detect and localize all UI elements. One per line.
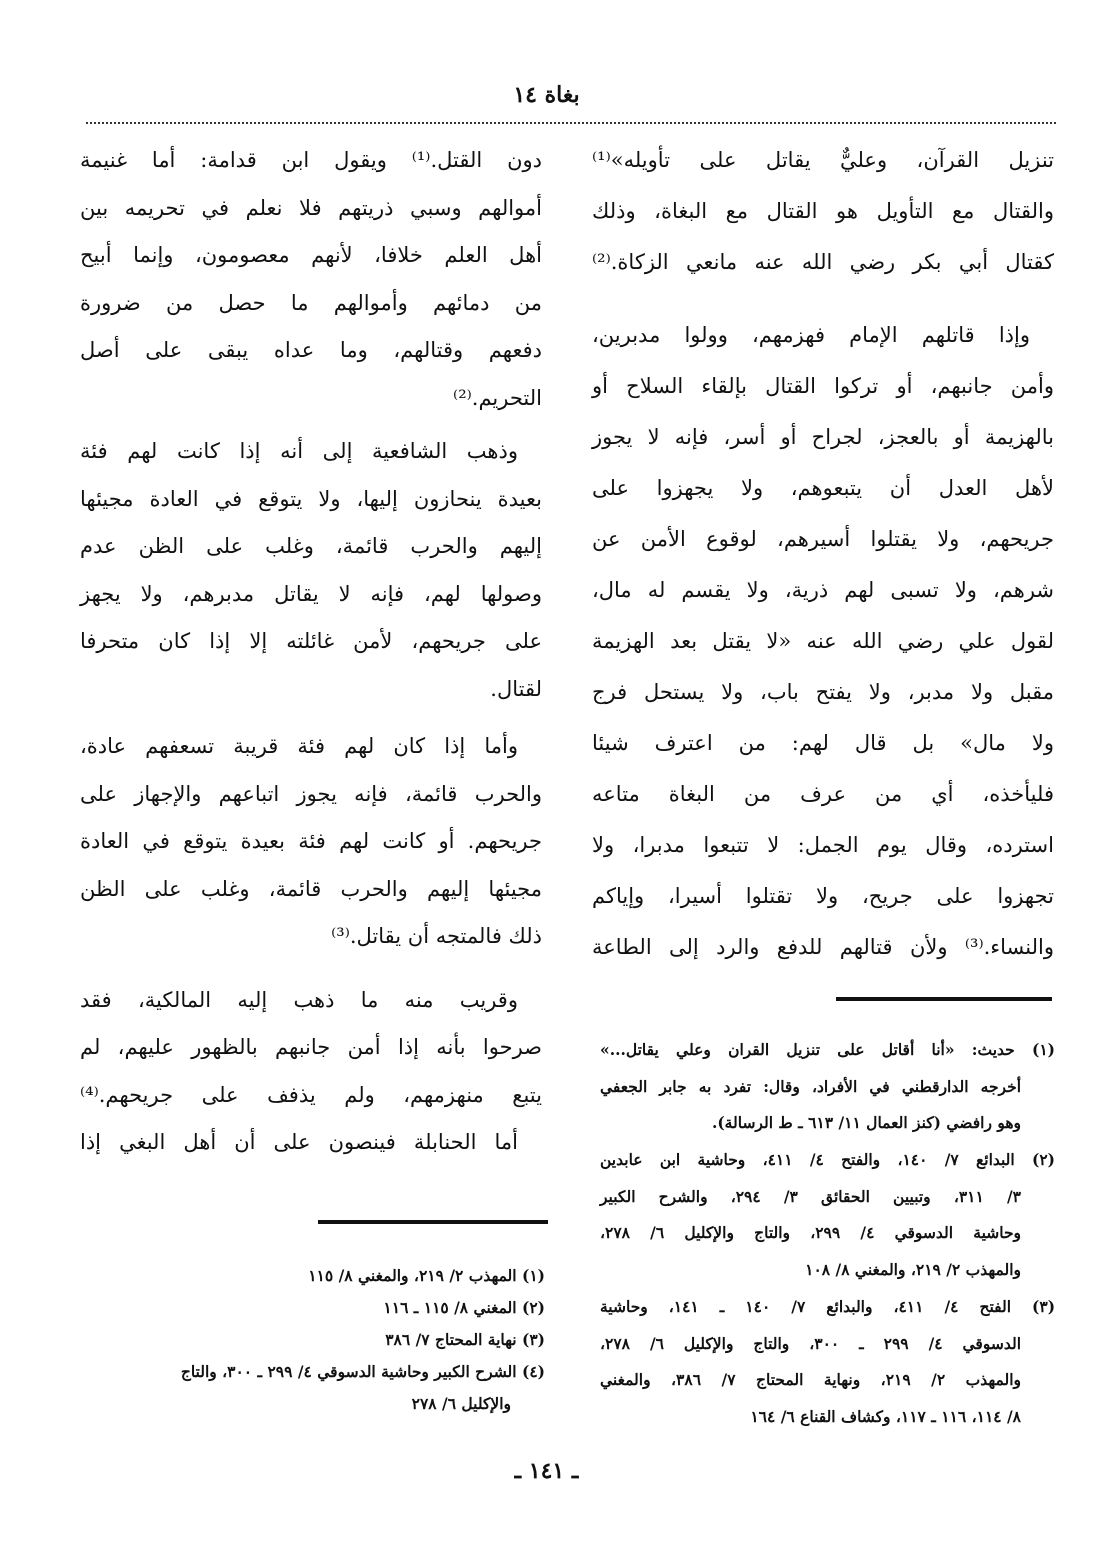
text-line: وأمن جانبهم، أو تركوا القتال بإلقاء السلاح أو xyxy=(592,374,1054,398)
text-line: دفعهم وقتالهم، وما عداه يبقى على أصل xyxy=(80,338,542,362)
text-line: مقبل ولا مدبر، ولا يفتح باب، ولا يستحل فرج xyxy=(592,680,1054,704)
text-line: شرهم، ولا تسبى لهم ذرية، ولا يقسم له مال، xyxy=(592,578,1054,602)
text-line: أهل العلم خلافا، لأنهم معصومون، وإنما أبيح xyxy=(80,243,542,267)
text-line: وصولها لهم، فإنه لا يقاتل مدبرهم، ولا يجهز xyxy=(80,581,542,606)
text-line: تجهزوا على جريح، ولا تقتلوا أسيرا، وإياكم xyxy=(592,884,1054,908)
text-line: دون القتل.⁽¹⁾ ويقول ابن قدامة: أما غنيمة xyxy=(80,148,542,172)
text-line: كقتال أبي بكر رضي الله عنه مانعي الزكاة.⁽²⁾ xyxy=(592,250,1054,274)
footnote-line: ٣/ ٣١١، وتبيين الحقائق ٣/ ٢٩٤، والشرح الكبير xyxy=(600,1186,1021,1206)
footnote-line: (٢) البدائع ٧/ ١٤٠، والفتح ٤/ ٤١١، وحاشية ابن عابدين xyxy=(600,1150,1055,1170)
paragraph-gap xyxy=(80,964,542,980)
text-line: على جريحهم، لأمن غائلته إلا إذا كان متحرفا xyxy=(80,629,542,653)
text-line: والنساء.⁽³⁾ ولأن قتالهم للدفع والرد إلى الطاعة xyxy=(592,935,1054,959)
text-line: لقتال. xyxy=(490,676,542,701)
paragraph-gap xyxy=(80,716,542,726)
text-line: أموالهم وسبي ذريتهم فلا نعلم في تحريمه بين xyxy=(80,195,542,220)
footnotes-right xyxy=(600,1036,1055,1440)
footnote-line: (٣) نهاية المحتاج ٧/ ٣٨٦ xyxy=(385,1330,545,1349)
footnote-line: (١) المهذب ٢/ ٢١٩، والمغني ٨/ ١١٥ xyxy=(308,1266,545,1285)
text-line: وقريب منه ما ذهب إليه المالكية، فقد xyxy=(80,987,518,1012)
footnote-line: والإكليل ٦/ ٢٧٨ xyxy=(411,1394,511,1413)
text-line: جريحهم، ولا يقتلوا أسيرهم، لوقوع الأمن عن xyxy=(592,527,1054,551)
footnote-line: والمهذب ٢/ ٢١٩، ونهاية المحتاج ٧/ ٣٨٦، والمغني xyxy=(600,1370,1021,1390)
text-line: جريحهم. أو كانت لهم فئة بعيدة يتوقع في العادة xyxy=(80,829,542,853)
text-line: وذهب الشافعية إلى أنه إذا كانت لهم فئة xyxy=(80,439,518,463)
text-line: تنزيل القرآن، وعليٌّ يقاتل على تأويله»⁽¹⁾ xyxy=(592,148,1054,172)
text-line: مجيئها إليهم والحرب قائمة، وغلب على الظن xyxy=(80,876,542,901)
text-line: وإذا قاتلهم الإمام فهزمهم، وولوا مدبرين، xyxy=(592,323,1030,347)
footnote-line: (٣) الفتح ٤/ ٤١١، والبدائع ٧/ ١٤٠ ـ ١٤١، وحاشية xyxy=(600,1296,1056,1316)
text-line: ذلك فالمتجه أن يقاتل.⁽³⁾ xyxy=(331,924,542,948)
footnote-line: والمهذب ٢/ ٢١٩، والمغني ٨/ ١٠٨ xyxy=(805,1260,1021,1280)
footnote-line: (١) حديث: «أنا أقاتل على تنزيل القران وعلي يقاتل...» xyxy=(600,1040,1055,1059)
text-line: لأهل العدل أن يتبعوهم، ولا يجهزوا على xyxy=(592,476,1054,500)
text-line: بعيدة ينحازون إليها، ولا يتوقع في العادة مجيئها xyxy=(80,486,542,511)
footnote-line: وحاشية الدسوقي ٤/ ٢٩٩، والتاج والإكليل ٦/ ٢٧٨، xyxy=(600,1223,1022,1243)
footnote-line: أخرجه الدارقطني في الأفراد، وقال: تفرد به جابر الجعفي xyxy=(600,1076,1021,1096)
footnote-separator-left xyxy=(318,1220,548,1224)
paragraph-gap xyxy=(592,293,1054,315)
text-line: فليأخذه، أي من عرف من البغاة متاعه xyxy=(592,782,1054,806)
footnotes-left xyxy=(70,1262,545,1422)
header-dotted-divider xyxy=(86,122,1056,124)
footnote-line: الدسوقي ٤/ ٢٩٩ ـ ٣٠٠، والتاج والإكليل ٦/ ٢٧٨، xyxy=(600,1333,1022,1353)
running-header: بغاة ١٤ xyxy=(513,82,580,108)
text-line: يتبع منهزمهم، ولم يذفف على جريحهم.⁽⁴⁾ xyxy=(80,1082,542,1107)
footnote-line: (٢) المغني ٨/ ١١٥ ـ ١١٦ xyxy=(383,1298,545,1317)
text-line: صرحوا بأنه إذا أمن جانبهم بالظهور عليهم، لم xyxy=(80,1035,542,1059)
text-line: التحريم.⁽²⁾ xyxy=(453,385,542,410)
text-line: ولا مال» بل قال لهم: من اعترف شيئا xyxy=(592,731,1054,755)
text-line: من دمائهم وأموالهم ما حصل من ضرورة xyxy=(80,290,542,315)
footnote-line: (٤) الشرح الكبير وحاشية الدسوقي ٤/ ٢٩٩ ـ ٣٠٠، والتاج xyxy=(180,1362,545,1381)
footnote-line: ٨/ ١١٤، ١١٦ ـ ١١٧، وكشاف القناع ٦/ ١٦٤ xyxy=(750,1406,1021,1426)
text-line: بالهزيمة أو بالعجز، لجراح أو أسر، فإنه لا يجوز xyxy=(592,425,1054,449)
text-line: والقتال مع التأويل هو القتال مع البغاة، وذلك xyxy=(592,199,1054,223)
left-text-column xyxy=(80,140,542,1170)
right-text-column xyxy=(592,140,1054,978)
text-line: والحرب قائمة، فإنه يجوز اتباعهم والإجهاز على xyxy=(80,781,542,806)
page-number: ـ ١٤١ ـ xyxy=(514,1458,579,1484)
text-line: استرده، وقال يوم الجمل: لا تتبعوا مدبرا، ولا xyxy=(592,833,1054,857)
text-line: وأما إذا كان لهم فئة قريبة تسعفهم عادة، xyxy=(80,734,518,758)
text-line: لقول علي رضي الله عنه «لا يقتل بعد الهزيمة xyxy=(592,629,1054,653)
footnote-separator-right xyxy=(836,997,1052,1001)
text-line: أما الحنابلة فينصون على أن أهل البغي إذا xyxy=(80,1130,518,1154)
footnote-line: وهو رافضي (كنز العمال ١١/ ٦١٣ ـ ط الرسالة). xyxy=(711,1113,1021,1133)
text-line: إليهم والحرب قائمة، وغلب على الظن عدم xyxy=(80,534,542,558)
